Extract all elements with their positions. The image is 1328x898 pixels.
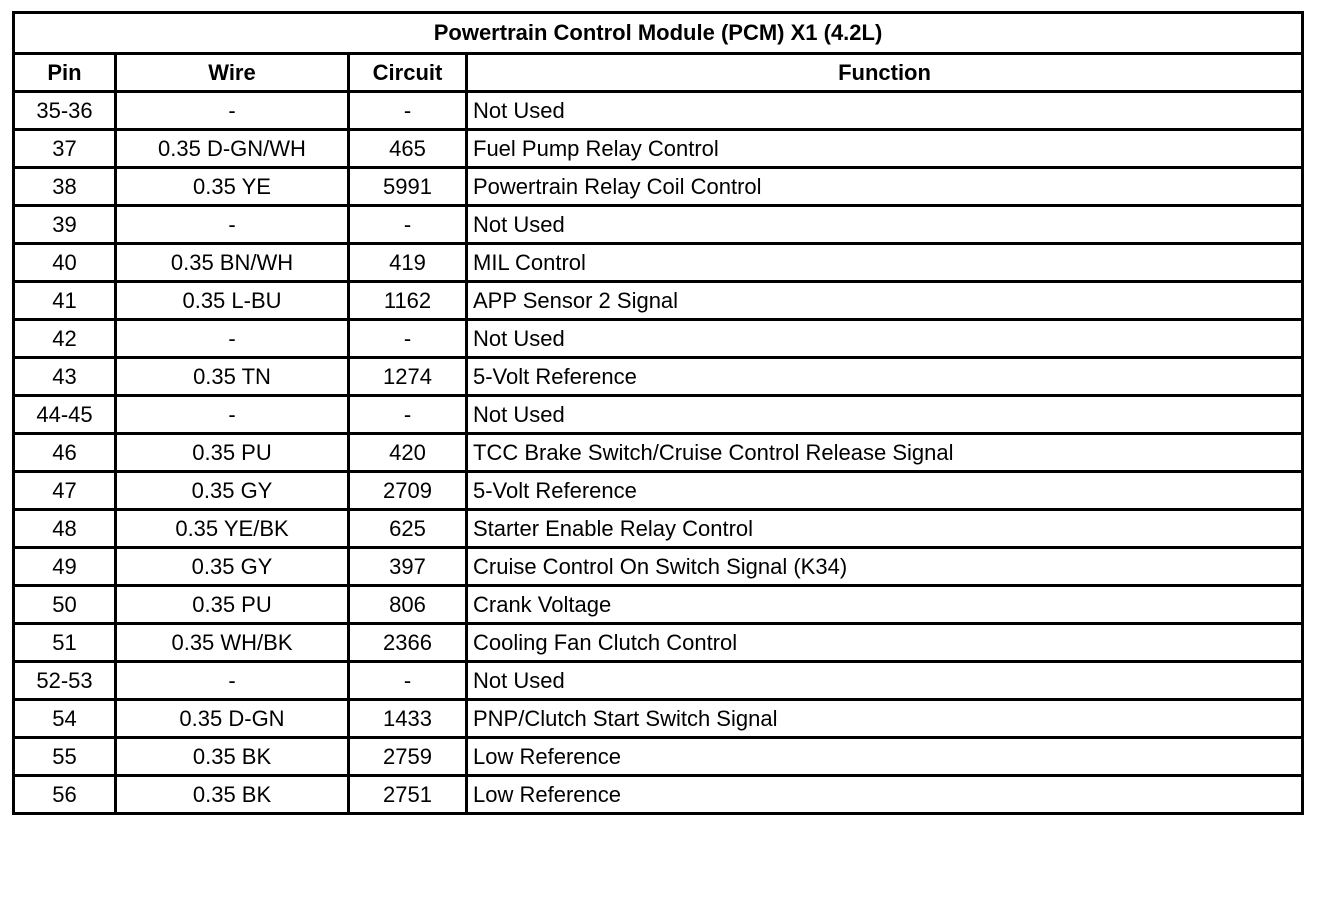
table-row — [14, 282, 1303, 320]
function-cell: Not Used — [467, 320, 1303, 358]
pin-cell: 40 — [14, 244, 116, 282]
wire-cell: 0.35 PU — [116, 586, 349, 624]
function-cell: Cruise Control On Switch Signal (K34) — [467, 548, 1303, 586]
table-row — [14, 738, 1303, 776]
table-row — [14, 358, 1303, 396]
function-cell: Not Used — [467, 206, 1303, 244]
function-cell: Fuel Pump Relay Control — [467, 130, 1303, 168]
function-cell: Starter Enable Relay Control — [467, 510, 1303, 548]
connector-table-container — [12, 11, 1301, 815]
header-function: Function — [467, 54, 1303, 92]
table-row — [14, 662, 1303, 700]
table-row — [14, 586, 1303, 624]
function-cell: Low Reference — [467, 776, 1303, 814]
wire-cell: 0.35 GY — [116, 548, 349, 586]
pin-cell: 49 — [14, 548, 116, 586]
function-cell: Cooling Fan Clutch Control — [467, 624, 1303, 662]
wire-cell: - — [116, 396, 349, 434]
function-cell: TCC Brake Switch/Cruise Control Release Signal — [467, 434, 1303, 472]
table-row — [14, 130, 1303, 168]
wire-cell: 0.35 PU — [116, 434, 349, 472]
pin-cell: 37 — [14, 130, 116, 168]
circuit-cell: 397 — [349, 548, 467, 586]
circuit-cell: 2709 — [349, 472, 467, 510]
circuit-cell: - — [349, 662, 467, 700]
wire-cell: - — [116, 320, 349, 358]
circuit-cell: - — [349, 206, 467, 244]
function-cell: APP Sensor 2 Signal — [467, 282, 1303, 320]
pin-cell: 55 — [14, 738, 116, 776]
pin-cell: 39 — [14, 206, 116, 244]
circuit-cell: 465 — [349, 130, 467, 168]
table-row — [14, 472, 1303, 510]
function-cell: MIL Control — [467, 244, 1303, 282]
circuit-cell: 1274 — [349, 358, 467, 396]
circuit-cell: 420 — [349, 434, 467, 472]
circuit-cell: 2751 — [349, 776, 467, 814]
pin-cell: 41 — [14, 282, 116, 320]
header-pin: Pin — [14, 54, 116, 92]
table-row — [14, 434, 1303, 472]
pin-cell: 48 — [14, 510, 116, 548]
wire-cell: 0.35 L-BU — [116, 282, 349, 320]
pin-cell: 54 — [14, 700, 116, 738]
table-row — [14, 700, 1303, 738]
wire-cell: 0.35 BK — [116, 776, 349, 814]
circuit-cell: 2366 — [349, 624, 467, 662]
circuit-cell: 1162 — [349, 282, 467, 320]
wire-cell: 0.35 TN — [116, 358, 349, 396]
wire-cell: 0.35 BN/WH — [116, 244, 349, 282]
pin-cell: 50 — [14, 586, 116, 624]
pin-cell: 42 — [14, 320, 116, 358]
connector-pinout-table — [12, 11, 1304, 815]
header-wire: Wire — [116, 54, 349, 92]
wire-cell: 0.35 D-GN — [116, 700, 349, 738]
function-cell: Low Reference — [467, 738, 1303, 776]
circuit-cell: - — [349, 396, 467, 434]
function-cell: PNP/Clutch Start Switch Signal — [467, 700, 1303, 738]
table-row — [14, 396, 1303, 434]
function-cell: Not Used — [467, 662, 1303, 700]
circuit-cell: - — [349, 320, 467, 358]
table-title-row — [14, 13, 1303, 54]
circuit-cell: 806 — [349, 586, 467, 624]
wire-cell: 0.35 YE/BK — [116, 510, 349, 548]
function-cell: 5-Volt Reference — [467, 472, 1303, 510]
pin-cell: 47 — [14, 472, 116, 510]
header-circuit: Circuit — [349, 54, 467, 92]
circuit-cell: 625 — [349, 510, 467, 548]
pin-cell: 52-53 — [14, 662, 116, 700]
wire-cell: - — [116, 92, 349, 130]
function-cell: Crank Voltage — [467, 586, 1303, 624]
function-cell: Not Used — [467, 92, 1303, 130]
table-row — [14, 168, 1303, 206]
wire-cell: 0.35 D-GN/WH — [116, 130, 349, 168]
wire-cell: 0.35 WH/BK — [116, 624, 349, 662]
circuit-cell: - — [349, 92, 467, 130]
function-cell: 5-Volt Reference — [467, 358, 1303, 396]
table-body — [14, 92, 1303, 814]
pin-cell: 38 — [14, 168, 116, 206]
table-row — [14, 320, 1303, 358]
table-row — [14, 206, 1303, 244]
table-row — [14, 548, 1303, 586]
circuit-cell: 2759 — [349, 738, 467, 776]
wire-cell: 0.35 BK — [116, 738, 349, 776]
pin-cell: 43 — [14, 358, 116, 396]
table-row — [14, 92, 1303, 130]
circuit-cell: 419 — [349, 244, 467, 282]
wire-cell: - — [116, 206, 349, 244]
table-row — [14, 244, 1303, 282]
pin-cell: 51 — [14, 624, 116, 662]
table-title: Powertrain Control Module (PCM) X1 (4.2L) — [14, 13, 1303, 54]
function-cell: Powertrain Relay Coil Control — [467, 168, 1303, 206]
table-row — [14, 510, 1303, 548]
wire-cell: 0.35 YE — [116, 168, 349, 206]
table-row — [14, 776, 1303, 814]
pin-cell: 44-45 — [14, 396, 116, 434]
pin-cell: 35-36 — [14, 92, 116, 130]
circuit-cell: 1433 — [349, 700, 467, 738]
wire-cell: - — [116, 662, 349, 700]
wire-cell: 0.35 GY — [116, 472, 349, 510]
circuit-cell: 5991 — [349, 168, 467, 206]
table-header-row — [14, 54, 1303, 92]
pin-cell: 46 — [14, 434, 116, 472]
pin-cell: 56 — [14, 776, 116, 814]
table-row — [14, 624, 1303, 662]
function-cell: Not Used — [467, 396, 1303, 434]
